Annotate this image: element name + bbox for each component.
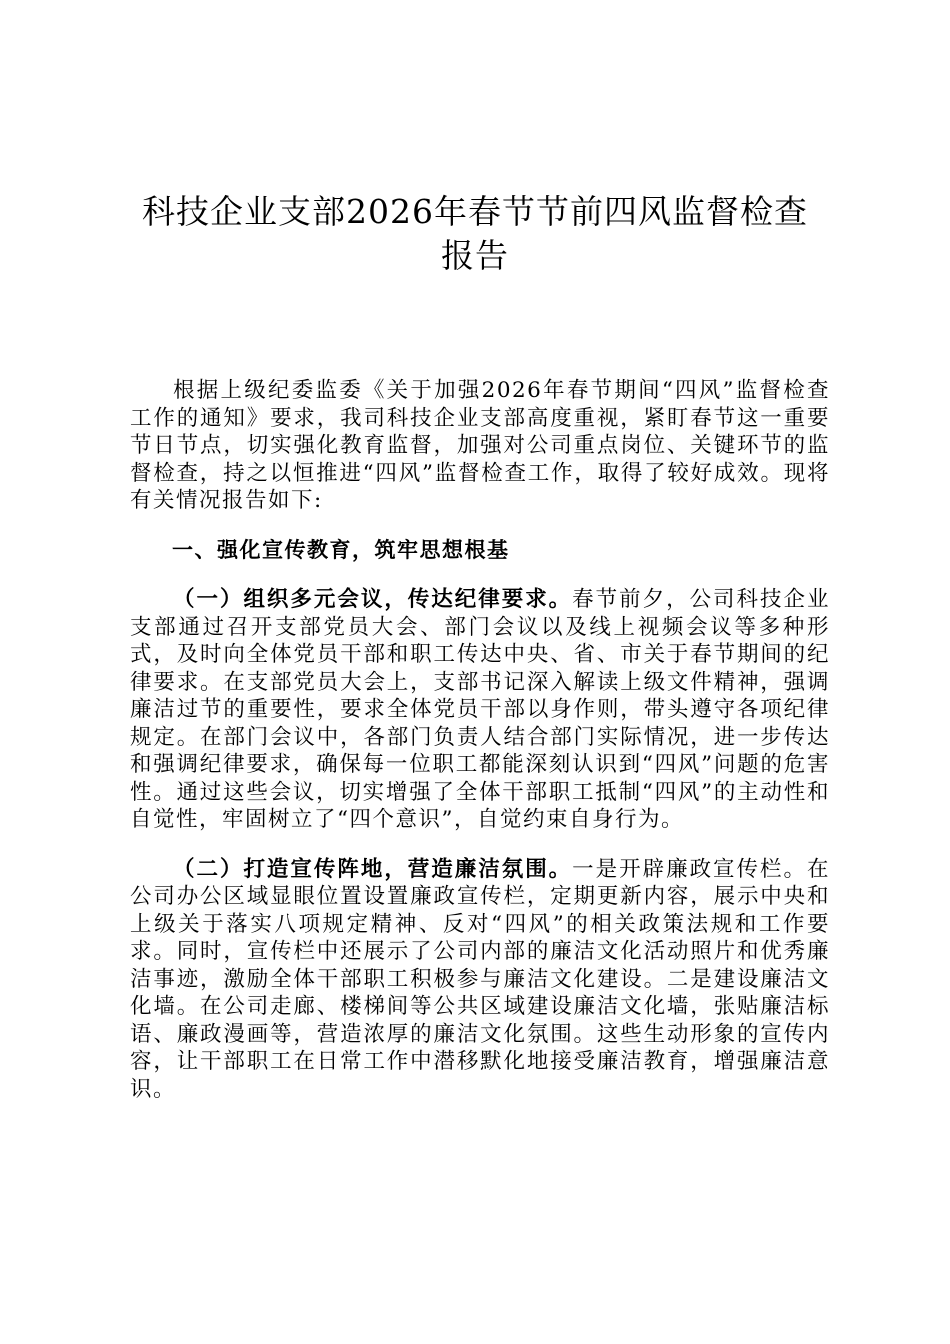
document-body (130, 377, 830, 1103)
subsection-1-paragraph (130, 586, 830, 834)
intro-paragraph: 根据上级纪委监委《关于加强2026年春节期间“四风”监督检查工作的通知》要求，我司科技企业支部高度重视，紧盯春节这一重要节日节点，切实强化教育监督，加强对公司重点岗位、关键环节的监督检查，持之以恒推进“四风”监督检查工作，取得了较好成效。现将有关情况报告如下: (130, 378, 830, 513)
subsection-1-lead: （一）组织多元会议，传达纪律要求。 (173, 587, 573, 612)
section-1-heading: 一、强化宣传教育，筑牢思想根基 (172, 537, 510, 562)
subsection-2-paragraph (130, 856, 830, 1104)
subsection-1-text: 春节前夕，公司科技企业支部通过召开支部党员大会、部门会议以及线上视频会议等多种形式，及时向全体党员干部和职工传达中央、省、市关于春节期间的纪律要求。在支部党员大会上，支部书记深入解读上级文件精神，强调廉洁过节的重要性，要求全体党员干部以身作则，带头遵守各项纪律规定。在部门会议中，各部门负责人结合部门实际情况，进一步传达和强调纪律要求，确保每一位职工都能深刻认识到“四风”问题的危害性。通过这些会议，切实增强了全体干部职工抵制“四风”的主动性和自觉性，牢固树立了“四个意识”，自觉约束自身行为。 (130, 587, 830, 832)
subsection-2-text: 一是开辟廉政宣传栏。在公司办公区域显眼位置设置廉政宣传栏，定期更新内容，展示中央和上级关于落实八项规定精神、反对“四风”的相关政策法规和工作要求。同时，宣传栏中还展示了公司内部的廉洁文化活动照片和优秀廉洁事迹，激励全体干部职工积极参与廉洁文化建设。二是建设廉洁文化墙。在公司走廊、楼梯间等公共区域建设廉洁文化墙，张贴廉洁标语、廉政漫画等，营造浓厚的廉洁文化氛围。这些生动形象的宣传内容，让干部职工在日常工作中潜移默化地接受廉洁教育，增强廉洁意识。 (130, 856, 830, 1102)
document-title-line-1: 科技企业支部2026年春节节前四风监督检查 (142, 192, 808, 232)
document-title-line-2: 报告 (441, 236, 509, 276)
subsection-2-lead: （二）打造宣传阵地，营造廉洁氛围。 (173, 856, 573, 882)
document-title (110, 190, 840, 278)
